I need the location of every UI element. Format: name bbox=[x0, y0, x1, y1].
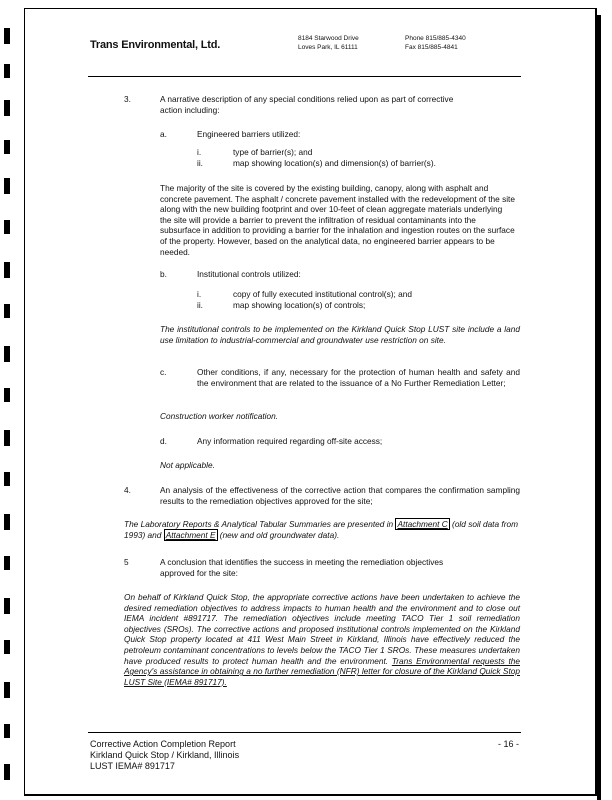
item-3b-ii-text: map showing location(s) of controls; bbox=[233, 300, 366, 310]
footer-block bbox=[90, 739, 239, 772]
company-contact bbox=[405, 34, 466, 52]
binder-mark bbox=[4, 388, 10, 402]
item-5-text-line-2: approved for the site: bbox=[160, 568, 238, 578]
item-3b-label: b. bbox=[160, 269, 167, 279]
binder-mark bbox=[4, 178, 10, 194]
item-4-text: An analysis of the effectiveness of the corrective action that compares the confirmation sampling results to the remediation objectives approved for the site; bbox=[160, 485, 520, 506]
conclusion-paragraph bbox=[124, 592, 520, 687]
binder-mark bbox=[4, 724, 10, 738]
attachment-c-link[interactable]: Attachment C bbox=[397, 519, 448, 529]
binder-mark bbox=[4, 514, 10, 530]
item-3-text-line-1: A narrative description of any special conditions relied upon as part of corrective bbox=[160, 94, 454, 104]
item-3b-i-text: copy of fully executed institutional control(s); and bbox=[233, 289, 412, 299]
binder-mark bbox=[4, 472, 10, 486]
nfr-request-text: Trans Environmental requests the Agency's assistance in obtaining a no further remediation (NFR) letter for closure of the Kirkland Quick Stop LUST Site (IEMA# 891717). bbox=[124, 655, 520, 687]
binder-mark bbox=[4, 262, 10, 278]
header-rule bbox=[88, 76, 521, 77]
footer-report-title: Corrective Action Completion Report bbox=[90, 739, 236, 749]
item-3b-i-number: i. bbox=[197, 289, 202, 299]
binder-mark bbox=[4, 140, 10, 154]
item-5-number: 5 bbox=[124, 557, 129, 567]
item-3a-ii-text: map showing location(s) and dimension(s) of barrier(s). bbox=[233, 158, 436, 168]
address-line-2: Loves Park, IL 61111 bbox=[298, 44, 358, 51]
item-5-text-line-1: A conclusion that identifies the success in meeting the remediation objectives bbox=[160, 557, 444, 567]
item-3d-answer: Not applicable. bbox=[160, 460, 215, 470]
company-name: Trans Environmental, Ltd. bbox=[90, 39, 221, 51]
binder-mark bbox=[4, 556, 10, 570]
item-4-answer-part-1: The Laboratory Reports & Analytical Tabular Summaries are presented in bbox=[124, 519, 396, 529]
item-4-answer-part-3: (new and old groundwater data). bbox=[217, 529, 340, 540]
item-4-answer bbox=[124, 519, 524, 540]
item-4-number: 4. bbox=[124, 485, 131, 495]
binder-mark bbox=[4, 764, 10, 780]
item-3c-answer: Construction worker notification. bbox=[160, 411, 279, 421]
address-line-1: 8184 Starwood Drive bbox=[298, 35, 359, 42]
fax-number: Fax 815/885-4841 bbox=[405, 44, 458, 51]
binder-mark bbox=[4, 220, 10, 234]
footer-rule bbox=[88, 732, 521, 733]
institutional-controls-paragraph: The institutional controls to be implemented on the Kirkland Quick Stop LUST site include a land use limitation to industrial-commercial and groundwater use restriction on site. bbox=[160, 324, 520, 345]
phone-number: Phone 815/885-4340 bbox=[405, 35, 466, 42]
footer-incident-number: LUST IEMA# 891717 bbox=[90, 761, 175, 771]
item-3-text-line-2: action including: bbox=[160, 105, 220, 115]
binder-mark bbox=[4, 304, 10, 318]
binder-mark bbox=[4, 640, 10, 654]
item-4-answer-part-2: (old soil data from 1993) and bbox=[124, 519, 518, 540]
attachment-e-link[interactable]: Attachment E bbox=[165, 529, 216, 540]
item-3a-label: a. bbox=[160, 129, 167, 139]
conclusion-text: On behalf of Kirkland Quick Stop, the appropriate corrective actions have been undertaken to achieve the desired remediation objectives to address impacts to human health and the environment and to close out IEMA incident #891717. The remediation objectives include meeting TACO Tier 1 soil remediation objectives (SROs). The corrective actions and proposed institutional controls implemented on the Kirkland Quick Stop property located at 411 West Main Street in Kirkland, Illinois have effectively reduced the petroleum contaminant concentrations to levels below the TACO Tier 1 SROs. These measures undertaken have produced results to protect human health and the environment. bbox=[124, 592, 520, 666]
item-3d-text: Any information required regarding off-site access; bbox=[197, 436, 383, 446]
binder-mark bbox=[4, 100, 10, 116]
item-3-number: 3. bbox=[124, 94, 131, 104]
item-3c-label: c. bbox=[160, 367, 167, 377]
item-3b-ii-number: ii. bbox=[197, 300, 203, 310]
page-number: - 16 - bbox=[498, 739, 520, 749]
item-3d-label: d. bbox=[160, 436, 167, 446]
item-3a-i-text: type of barrier(s); and bbox=[233, 147, 313, 157]
binder-mark bbox=[4, 598, 10, 614]
binder-mark bbox=[4, 64, 10, 78]
item-3a-i-number: i. bbox=[197, 147, 202, 157]
company-address bbox=[298, 34, 359, 52]
item-3a-text: Engineered barriers utilized: bbox=[197, 129, 301, 139]
binder-mark bbox=[4, 682, 10, 698]
barrier-paragraph: The majority of the site is covered by the existing building, canopy, along with asphalt and concrete pavement. The asphalt / concrete pavement installed with the redevelopment of the site along with the new building footprint and over 10-feet of clean aggregate materials underlying the site will provide a barrier to prevent the infiltration of residual contaminants into the subsurface in addition to providing a barrier for the inhalation and ingestion routes on the surface of the property. However, based on the analytical data, no engineered barrier appears to be needed. bbox=[160, 183, 515, 257]
binder-mark bbox=[4, 28, 10, 44]
binder-mark bbox=[4, 430, 10, 446]
item-3a-ii-number: ii. bbox=[197, 158, 203, 168]
footer-site-name: Kirkland Quick Stop / Kirkland, Illinois bbox=[90, 750, 240, 760]
binder-mark bbox=[4, 346, 10, 362]
item-3c-text: Other conditions, if any, necessary for the protection of human health and safety and the environment that are related to the issuance of a No Further Remediation Letter; bbox=[197, 367, 520, 388]
item-3b-text: Institutional controls utilized: bbox=[197, 269, 301, 279]
